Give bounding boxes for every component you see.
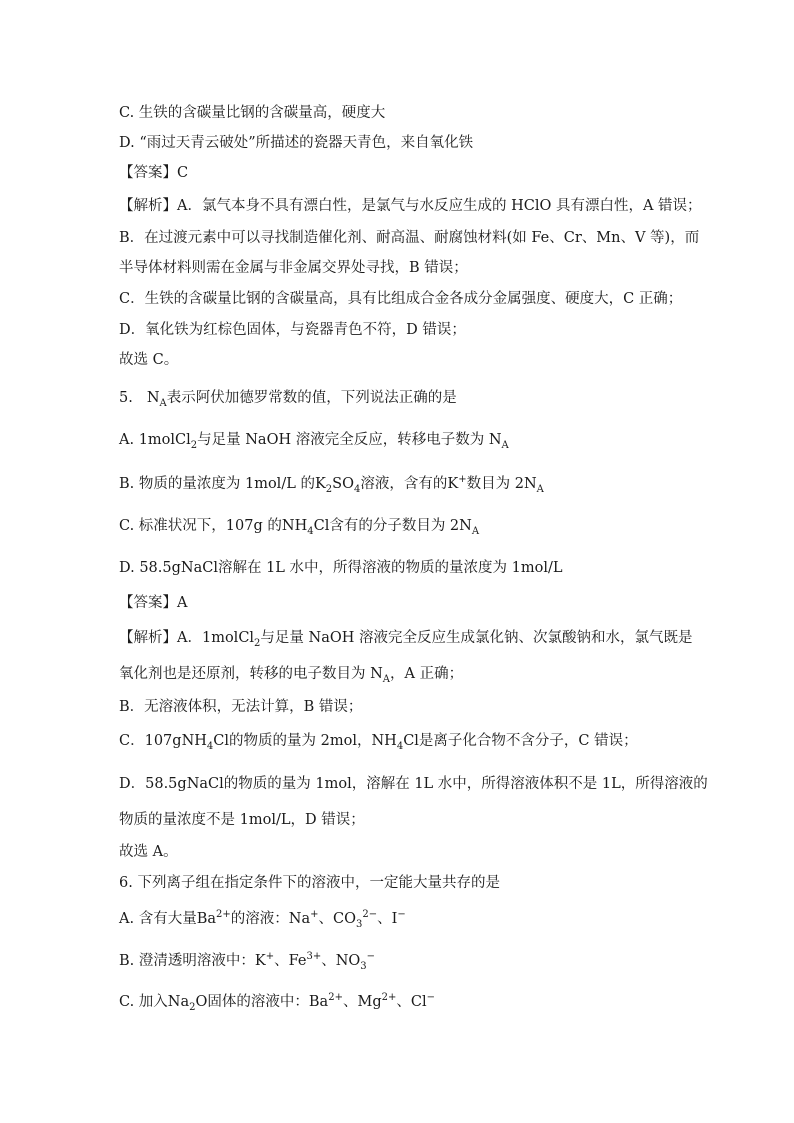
q5-stem (119, 388, 457, 408)
q4-analysis-b-cont: 半导体材料则需在金属与非金属交界处寻找，B 错误； (119, 260, 468, 276)
q6-option-c: C. 加入$Na_2O$固体的溶液中：$Ba^{2+}$、$Mg^{2+}$、Cl− (119, 992, 435, 1013)
q4-analysis-c: C．生铁的含碳量比钢的含碳量高，具有比组成合金各成分金属强度、硬度大，C 正确； (119, 291, 683, 307)
q5-conclusion: 故选 A。 (119, 844, 178, 860)
nh4cl-formula: $NH_4Cl$ (281, 518, 330, 537)
avogadro-symbol: $N_A$ (146, 390, 167, 409)
q5-number: 5. (119, 390, 133, 406)
q4-analysis-d: D．氧化铁为红棕色固体，与瓷器青色不符，D 错误； (119, 322, 466, 338)
q5-analysis-a-cont: 氧化剂也是还原剂，转移的电子数目为 $N_A$，A 正确； (119, 666, 464, 685)
q5-analysis-b: B．无溶液体积，无法计算，B 错误； (119, 699, 363, 715)
q6-stem: 6. 下列离子组在指定条件下的溶液中，一定能大量共存的是 (119, 875, 500, 891)
q5-answer: 【答案】A (119, 595, 188, 611)
q5-option-d: D. 58.5gNaCl溶解在 1L 水中，所得溶液的物质的量浓度为 1mol/L (119, 560, 563, 576)
q5-analysis-a: 【解析】A．1molCl$_2$与足量 NaOH 溶液完全反应生成氯化钠、次氯酸钠和水，氯气既是 (119, 630, 693, 649)
ba-ion: $Ba^{2+}$ (196, 909, 231, 927)
na2o-formula: $Na_2O$ (167, 994, 208, 1013)
q4-option-d: D. “雨过天青云破处”所描述的瓷器天青色，来自氧化铁 (119, 135, 474, 151)
q5-analysis-c: C．107gNH$_4$Cl的物质的量为 2mol，$NH_4Cl$是离子化合物不含分子，C 错误； (119, 733, 638, 752)
q5-option-a: A. 1molCl$_2$与足量 NaOH 溶液完全反应，转移电子数为 $N_A$ (119, 432, 509, 451)
k-ion: K+ (447, 474, 467, 492)
q4-analysis-b: B．在过渡元素中可以寻找制造催化剂、耐高温、耐腐蚀材料(如 Fe、Cr、Mn、V 等)，而 (119, 230, 700, 246)
k2so4-formula: $K_2SO_4$ (314, 476, 361, 495)
q6-option-a: A. 含有大量$Ba^{2+}$的溶液：Na+、$CO_3^{2-}$、I− (119, 909, 406, 930)
q6-option-b: B. 澄清透明溶液中：K+、$Fe^{3+}$、$NO_3^-$ (119, 951, 376, 972)
q5-option-c: C. 标准状况下，107g 的$NH_4Cl$含有的分子数目为 $2N_A$ (119, 518, 480, 537)
q4-analysis-a: 【解析】A．氯气本身不具有漂白性，是氯气与水反应生成的 HClO 具有漂白性，A 错误； (119, 198, 702, 214)
q4-option-c: C. 生铁的含碳量比钢的含碳量高，硬度大 (119, 105, 386, 121)
q5-stem-text: 表示阿伏加德罗常数的值，下列说法正确的是 (166, 390, 457, 406)
q4-conclusion: 故选 C。 (119, 352, 179, 368)
q5-analysis-d: D．58.5gNaCl的物质的量为 1mol，溶解在 1L 水中，所得溶液体积不是 1L，所得溶液的 (119, 776, 708, 792)
q5-analysis-d-cont: 物质的量浓度不是 1mol/L，D 错误； (119, 812, 365, 828)
q5-option-b: B. 物质的量浓度为 1mol/L 的$K_2SO_4$溶液，含有的K+数目为 $2N_A$ (119, 474, 544, 495)
q4-answer: 【答案】C (119, 165, 189, 181)
